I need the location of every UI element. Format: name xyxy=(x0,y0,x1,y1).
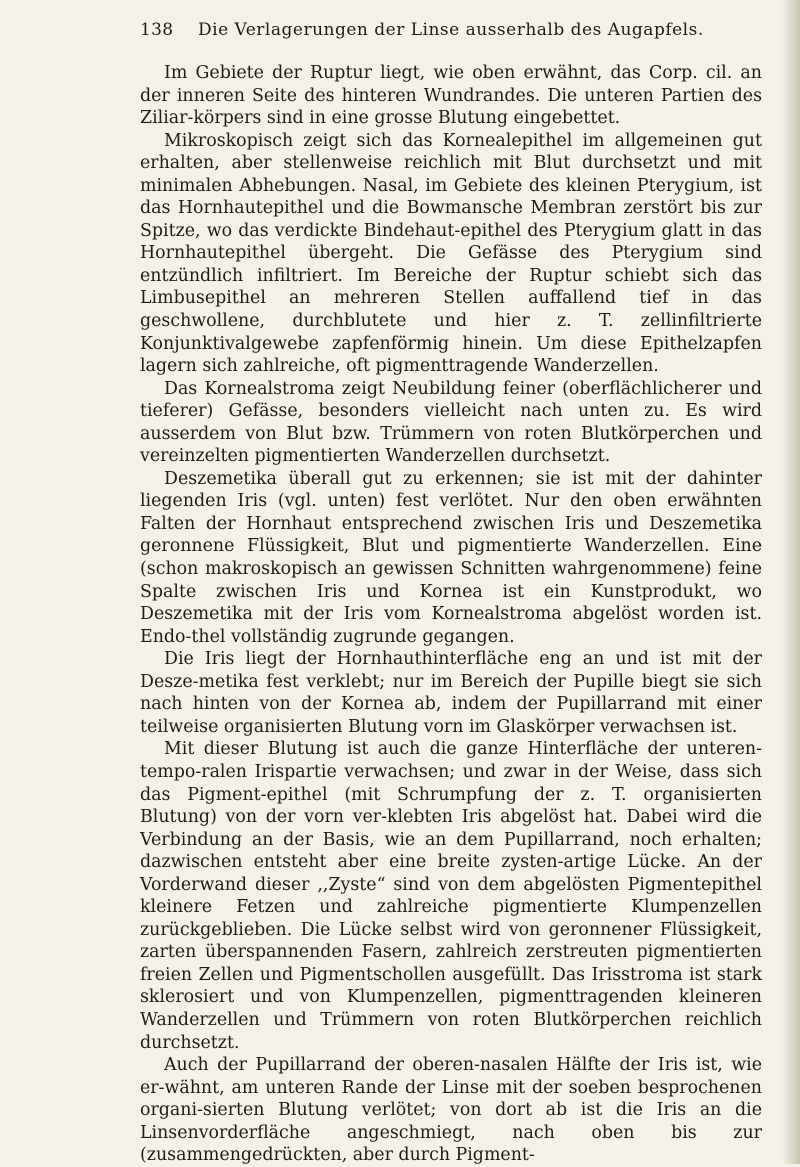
paragraph: Mit dieser Blutung ist auch die ganze Hinterfläche der unteren-tempo-ralen Irispartie verwachsen; und zwar in der Weise, dass sich das Pigment-epithel (mit Schrumpfung der z. T. organisierten Blutung) von der vorn ver-klebten Iris abgelöst hat. Dabei wird die Verbindung an der Basis, wie an dem Pupillarrand, noch erhalten; dazwischen entsteht aber eine breite zysten-artige Lücke. An der Vorderwand dieser ,,Zyste“ sind von dem abgelösten Pigmentepithel kleinere Fetzen und zahlreiche pigmentierte Klumpenzellen zurückgeblieben. Die Lücke selbst wird von geronnener Flüssigkeit, zarten überspannenden Fasern, zahlreich zerstreuten pigmentierten freien Zellen und Pigmentschollen ausgefüllt. Das Irisstroma ist stark sklerosiert und von Klumpenzellen, pigmenttragenden kleineren Wanderzellen und Trümmern von roten Blutkörperchen reichlich durchsetzt. xyxy=(140,739,762,1053)
page-number: 138 xyxy=(140,20,174,40)
paragraph: Die Iris liegt der Hornhauthinterfläche eng an und ist mit der Desze-metika fest verklebt; nur im Bereich der Pupille biegt sie sich nach hinten von der Kornea ab, indem der Pupillarrand mit einer teilweise organisierten Blutung vorn im Glaskörper verwachsen ist. xyxy=(140,649,762,737)
page-header xyxy=(140,20,760,50)
paragraph: Auch der Pupillarrand der oberen-nasalen Hälfte der Iris ist, wie er-wähnt, am unteren Rande der Linse mit der soeben besprochenen organi-sierten Blutung verlötet; von dort ab ist die Iris an die Linsenvorderfläche angeschmiegt, nach oben bis zur (zusammengedrückten, aber durch Pigment- xyxy=(140,1055,762,1166)
paragraph: Im Gebiete der Ruptur liegt, wie oben erwähnt, das Corp. cil. an der inneren Seite des hinteren Wundrandes. Die unteren Partien des Ziliar-körpers sind in eine grosse Blutung eingebettet. xyxy=(140,63,762,129)
paragraph: Deszemetika überall gut zu erkennen; sie ist mit der dahinter liegenden Iris (vgl. unten) fest verlötet. Nur den oben erwähnten Falten der Hornhaut entsprechend zwischen Iris und Deszemetika geronnene Flüssigkeit, Blut und pigmentierte Wanderzellen. Eine (schon makroskopisch an gewissen Schnitten wahrgenommene) feine Spalte zwischen Iris und Kornea ist ein Kunstprodukt, wo Deszemetika mit der Iris vom Kornealstroma abgelöst worden ist. Endo-thel vollständig zugrunde gegangen. xyxy=(140,468,762,647)
paragraph: Mikroskopisch zeigt sich das Kornealepithel im allgemeinen gut erhalten, aber stellenweise reichlich mit Blut durchsetzt und mit minimalen Abhebungen. Nasal, im Gebiete des kleinen Pterygium, ist das Hornhautepithel und die Bowmansche Membran zerstört bis zur Spitze, wo das verdickte Bindehaut-epithel des Pterygium glatt in das Hornhautepithel übergeht. Die Gefässe des Pterygium sind entzündlich infiltriert. Im Bereiche der Ruptur schiebt sich das Limbusepithel an mehreren Stellen auffallend tief in das geschwollene, durchblutete und hier z. T. zellinfiltrierte Konjunktivalgewebe zapfenförmig hinein. Um diese Epithelzapfen lagern sich zahlreiche, oft pigmenttragende Wanderzellen. xyxy=(140,130,762,377)
paragraph: Das Kornealstroma zeigt Neubildung feiner (oberflächlicherer und tieferer) Gefässe, besonders vielleicht nach unten zu. Es wird ausserdem von Blut bzw. Trümmern von roten Blutkörperchen und vereinzelten pigmentierten Wanderzellen durchsetzt. xyxy=(140,378,762,467)
page-edge-shadow xyxy=(782,0,800,1164)
running-title: Die Verlagerungen der Linse ausserhalb des Augapfels. xyxy=(198,20,704,40)
body-text xyxy=(140,62,762,1167)
